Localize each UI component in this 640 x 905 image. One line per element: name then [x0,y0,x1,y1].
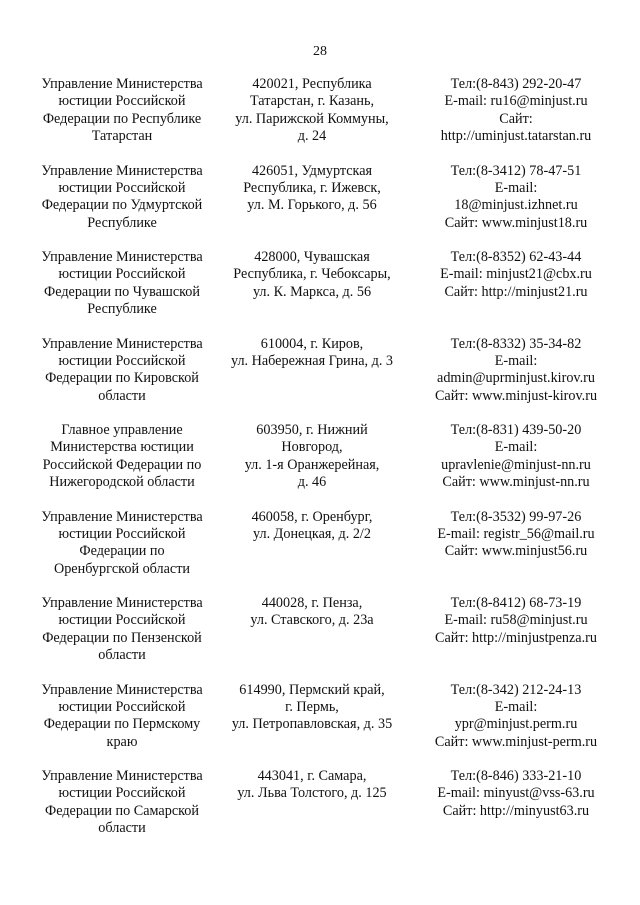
office-contacts-line: Сайт: http://minjustpenza.ru [435,629,597,646]
office-name-line: Оренбургской области [53,560,191,577]
office-contacts-line: http://uminjust.tatarstan.ru [440,128,592,145]
office-address-line: 426051, Удмуртская [251,162,373,179]
office-address-line: Новгород, [281,439,343,456]
office-contacts-line: E-mail: [494,352,538,369]
office-address-line: 428000, Чувашская [254,249,370,265]
office-name-line: юстиции Российской [58,93,186,110]
office-name-line: Управление Министерства [41,162,203,179]
office-name-line: Управление Министерства [41,76,203,92]
office-address-line: Татарстан, г. Казань, [249,93,375,110]
office-contacts [400,336,632,406]
office-address-line: ул. Ставского, д. 23а [250,612,374,629]
office-name-line: Федерации по [79,543,165,560]
office-contacts-line: Сайт: www.minjust56.ru [444,543,588,560]
office-name-line: юстиции Российской [58,266,186,283]
office-contacts-line: Сайт: www.minjust18.ru [444,214,588,231]
office-contacts [400,422,632,492]
office-name-line: Управление Министерства [41,249,203,265]
office-name-line: области [98,387,146,404]
office-address-line: ул. К. Маркса, д. 56 [252,283,372,300]
office-name-line: юстиции Российской [58,525,186,542]
office-name-line: Федерации по Пензенской [42,629,202,646]
office-address-line: г. Пермь, [285,698,339,715]
directory-entry [0,336,640,420]
office-address-line: д. 46 [297,474,327,491]
office-name-line: юстиции Российской [58,785,186,802]
office-contacts-line: 18@minjust.izhnet.ru [454,197,578,214]
office-contacts [400,682,632,752]
office-address-line: Республика, г. Ижевск, [243,179,381,196]
office-address-line: ул. М. Горького, д. 56 [247,197,377,214]
directory-entry [0,76,640,160]
office-contacts-line: Тел:(8-3412) 78-47-51 [450,162,582,179]
office-contacts-line: admin@uprminjust.kirov.ru [437,370,595,387]
office-name [22,595,222,665]
office-name-line: юстиции Российской [58,179,186,196]
office-contacts-line: E-mail: minjust21@cbx.ru [440,266,592,283]
office-address-line: 614990, Пермский край, [239,681,385,698]
office-name-line: Федерации по Удмуртской [41,197,203,214]
office-address [214,768,410,803]
office-contacts-line: upravlenie@minjust-nn.ru [441,456,591,473]
office-contacts-line: Тел:(8-831) 439-50-20 [450,422,582,438]
directory-entry [0,768,640,852]
office-contacts-line: E-mail: ru16@minjust.ru [444,93,588,110]
directory-entry [0,595,640,679]
office-name [22,509,222,579]
office-contacts [400,768,632,820]
office-address-line: 603950, г. Нижний [256,422,368,438]
office-name-line: Татарстан [91,128,153,145]
office-address-line: Республика, г. Чебоксары, [233,266,391,283]
office-name-line: Управление Министерства [41,768,203,784]
office-contacts-line: Тел:(8-8352) 62-43-44 [450,249,582,265]
office-contacts-line: E-mail: minyust@vss-63.ru [437,785,595,802]
office-contacts [400,249,632,301]
office-address [214,249,410,301]
office-name-line: Главное управление [61,422,183,438]
office-contacts-line: Сайт: www.minjust-nn.ru [442,474,590,491]
office-name-line: юстиции Российской [58,698,186,715]
office-name-line: Федерации по Чувашской [44,283,200,300]
office-name-line: краю [106,733,138,750]
office-name-line: юстиции Российской [58,612,186,629]
office-address-line: ул. Льва Толстого, д. 125 [237,785,387,802]
directory-entry [0,509,640,593]
office-name-line: Федерации по Республике [42,110,202,127]
office-contacts-line: E-mail: [494,698,538,715]
office-contacts [400,595,632,647]
directory-entry [0,422,640,506]
office-address-line: ул. Набережная Грина, д. 3 [230,352,394,369]
office-contacts [400,163,632,233]
office-address [214,336,410,371]
directory-entry [0,682,640,766]
office-contacts-line: Сайт: www.minjust-perm.ru [434,733,598,750]
directory-entry [0,163,640,247]
office-contacts [400,509,632,561]
office-name-line: Федерации по Пермскому [43,716,201,733]
office-name [22,422,222,492]
office-name-line: области [98,820,146,837]
office-address-line: д. 24 [297,128,327,145]
office-name-line: юстиции Российской [58,352,186,369]
office-contacts-line: Тел:(8-342) 212-24-13 [450,681,582,698]
office-address [214,595,410,630]
directory-entry [0,249,640,333]
office-address-line: ул. Петропавловская, д. 35 [231,716,393,733]
office-contacts-line: Сайт: http://minyust63.ru [442,802,590,819]
office-name-line: области [98,647,146,664]
office-name-line: Управление Министерства [41,595,203,611]
office-name-line: Управление Министерства [41,508,203,525]
office-contacts-line: E-mail: registr_56@mail.ru [437,525,595,542]
office-contacts-line: Тел:(8-843) 292-20-47 [450,76,582,92]
office-name-line: Республике [87,214,157,231]
office-name [22,768,222,838]
office-address-line: ул. Парижской Коммуны, [235,110,389,127]
office-contacts-line: Тел:(8-8332) 35-34-82 [450,335,582,352]
office-name-line: Министерства юстиции [50,439,194,456]
office-address-line: 420021, Республика [252,76,372,92]
office-address [214,422,410,492]
office-contacts-line: E-mail: [494,439,538,456]
office-address [214,76,410,146]
office-contacts [400,76,632,146]
office-name [22,336,222,406]
office-contacts-line: E-mail: [494,179,538,196]
office-name-line: Республике [87,301,157,318]
office-address [214,682,410,734]
office-name-line: Управление Министерства [41,335,203,352]
office-name-line: Нижегородской области [49,474,195,491]
office-name-line: Федерации по Кировской [45,370,199,387]
office-address-line: 610004, г. Киров, [260,335,364,352]
office-contacts-line: Тел:(8-3532) 99-97-26 [450,508,582,525]
office-name [22,249,222,319]
office-contacts-line: Тел:(8-846) 333-21-10 [450,768,582,784]
office-contacts-line: Тел:(8-8412) 68-73-19 [450,595,582,611]
office-address-line: ул. Донецкая, д. 2/2 [253,525,371,542]
office-address [214,509,410,544]
office-address-line: 443041, г. Самара, [257,768,367,784]
office-name [22,76,222,146]
office-contacts-line: Сайт: [499,110,533,127]
office-address [214,163,410,215]
office-contacts-line: ypr@minjust.perm.ru [454,716,578,733]
office-contacts-line: Сайт: http://minjust21.ru [444,283,588,300]
office-address-line: 460058, г. Оренбург, [251,508,373,525]
office-address-line: 440028, г. Пенза, [261,595,363,611]
office-name [22,682,222,752]
office-contacts-line: E-mail: ru58@minjust.ru [444,612,588,629]
page-number: 28 [313,44,327,59]
office-name-line: Управление Министерства [41,681,203,698]
office-address-line: ул. 1-я Оранжерейная, [244,456,380,473]
office-name-line: Российской Федерации по [42,456,202,473]
office-name-line: Федерации по Самарской [45,802,199,819]
office-contacts-line: Сайт: www.minjust-kirov.ru [434,387,598,404]
office-name [22,163,222,233]
